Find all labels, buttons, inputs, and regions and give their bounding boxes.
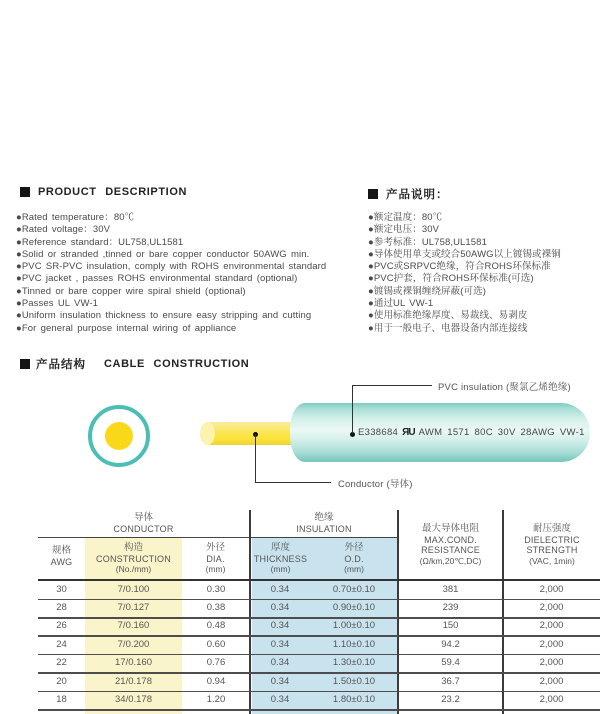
list-item: ●额定电压：30V: [368, 224, 440, 236]
header-zh: 规格: [51, 545, 71, 556]
conductor-label: Conductor (导体): [338, 479, 413, 490]
product-description-title-zh: 产品说明：: [386, 189, 449, 201]
square-bullet-icon: [20, 187, 30, 197]
column-header-od: [310, 543, 398, 574]
table-divider: [502, 510, 504, 714]
table-rule: [38, 672, 600, 674]
leader-line: [255, 434, 256, 482]
cell-dielectric: 2,000: [539, 657, 564, 669]
cell-dia: 0.38: [206, 602, 226, 614]
table-row: [38, 580, 600, 598]
table-rule: [38, 635, 600, 637]
cell-od: 1.80±0.10: [332, 694, 376, 706]
header-zh: 外径: [205, 542, 225, 553]
table-rule: [38, 654, 600, 656]
cell-od: 1.30±0.10: [332, 657, 376, 669]
cell-dia: 0.48: [206, 620, 226, 632]
header-en: THICKNESS: [253, 553, 308, 564]
cell-dielectric: 2,000: [539, 675, 564, 687]
list-item: ●PVC SR-PVC insulation, comply with ROHS environmental standard: [16, 261, 327, 273]
column-header-dielectric: [504, 524, 600, 566]
cell-construction: 34/0.178: [115, 694, 152, 706]
column-header-dia: [182, 543, 249, 574]
list-item: ●PVC或SRPVC绝缘，符合ROHS环保标准: [368, 261, 551, 273]
cable-print-left: E338684: [358, 427, 399, 438]
leader-line: [255, 482, 331, 483]
cell-resistance: 150: [442, 620, 459, 632]
cell-thickness: 0.34: [270, 638, 290, 650]
leader-line: [352, 385, 353, 434]
square-bullet-icon: [20, 359, 30, 369]
header-en: STRENGTH: [526, 545, 578, 555]
description-list-en: [16, 212, 326, 335]
list-item: ●Rated voltage：30V: [16, 224, 111, 236]
list-item: ●For general purpose internal wiring of appliance: [16, 322, 237, 334]
header-unit: (No./mm): [115, 564, 152, 574]
cell-thickness: 0.34: [270, 620, 290, 632]
table-row: [38, 598, 600, 616]
cable-print-right: AWM 1571 80C 30V 28AWG VW-1: [418, 427, 585, 438]
cable-construction-title-en: CABLE CONSTRUCTION: [104, 358, 250, 370]
table-rule: [251, 537, 397, 538]
list-item: ●Reference standard：UL758,UL1581: [16, 236, 184, 248]
header-zh: 外径: [344, 542, 364, 553]
list-item: ●导体使用单支或绞合50AWG以上镀锡或裸铜: [368, 248, 561, 260]
list-item: ●镀锡或裸铜缠绕屏蔽(可选): [368, 285, 486, 297]
list-item: ●PVC jacket , passes ROHS environmental standard (optional): [16, 273, 298, 285]
cell-resistance: 381: [442, 583, 459, 595]
table-row: [38, 654, 600, 672]
header-zh: 最大导体电阻: [421, 523, 479, 534]
cable-construction-title-zh: 产品结构: [36, 359, 86, 371]
cell-awg: 24: [56, 638, 67, 650]
header-en: RESISTANCE: [421, 545, 480, 555]
list-item: ●参考标准：UL758,UL1581: [368, 236, 487, 248]
cell-dia: 0.60: [206, 638, 226, 650]
cell-resistance: 94.2: [441, 638, 460, 650]
cable-print-text: [358, 403, 586, 462]
header-en: DIA.: [206, 553, 225, 564]
list-item: ●Rated temperature：80℃: [16, 212, 135, 223]
header-unit: (VAC, 1min): [529, 555, 575, 566]
cable-cross-section-conductor: [105, 422, 133, 450]
cable-conductor-end-cap: [200, 422, 215, 445]
header-en: AWG: [50, 556, 73, 567]
table-rule: [38, 691, 600, 693]
cell-dielectric: 2,000: [539, 620, 564, 632]
header-unit: (mm): [344, 564, 364, 574]
list-item: ●Uniform insulation thickness to ensure easy stripping and cutting: [16, 310, 312, 322]
group-header-en: CONDUCTOR: [113, 523, 174, 534]
table-rule: [38, 599, 600, 601]
cell-od: 1.10±0.10: [332, 638, 376, 650]
table-rule: [38, 579, 600, 581]
cell-od: 1.00±0.10: [332, 620, 376, 632]
leader-line: [352, 385, 432, 386]
cell-thickness: 0.34: [270, 675, 290, 687]
cell-thickness: 0.34: [270, 602, 290, 614]
cell-od: 0.70±0.10: [332, 583, 376, 595]
table-row: [38, 635, 600, 653]
cable-construction-heading: [20, 356, 249, 372]
table-divider: [397, 510, 399, 714]
cell-dielectric: 2,000: [539, 583, 564, 595]
group-header-en: INSULATION: [296, 523, 352, 534]
table-rule: [38, 537, 249, 538]
cell-construction: 7/0.100: [117, 583, 150, 595]
header-en: MAX.COND.: [424, 534, 477, 545]
cell-od: 0.90±0.10: [332, 602, 376, 614]
description-list-zh: [368, 212, 561, 335]
cell-awg: 30: [56, 583, 67, 595]
header-unit: (mm): [270, 564, 291, 574]
list-item: ●Solid or stranded ,tinned or bare copper conductor 50AWG min.: [16, 248, 310, 260]
cell-resistance: 36.7: [441, 675, 460, 687]
table-row: [38, 617, 600, 635]
list-item: ●Tinned or bare copper wire spiral shield (optional): [16, 285, 246, 297]
table-rule: [38, 617, 600, 619]
cell-construction: 7/0.160: [117, 620, 150, 632]
group-header-zh: 绝缘: [314, 512, 334, 523]
ul-recognized-mark-icon: ЯU: [402, 427, 415, 438]
table-rule: [38, 709, 600, 711]
header-unit: (Ω/km,20℃,DC): [419, 555, 482, 566]
header-en: O.D.: [344, 553, 364, 564]
cell-dielectric: 2,000: [539, 602, 564, 614]
cell-resistance: 23.2: [441, 694, 460, 706]
cell-resistance: 59.4: [441, 657, 460, 669]
square-bullet-icon: [368, 189, 378, 199]
header-zh: 厚度: [270, 542, 290, 553]
cell-construction: 7/0.200: [117, 638, 150, 650]
cell-construction: 7/0.127: [117, 602, 150, 614]
spec-table: [38, 510, 600, 714]
column-header-awg: [38, 546, 85, 567]
header-en: DIELECTRIC: [524, 534, 580, 545]
column-header-thickness: [251, 543, 310, 574]
list-item: ●额定温度：80℃: [368, 212, 443, 223]
cell-resistance: 239: [442, 602, 459, 614]
cell-awg: 26: [56, 620, 67, 632]
group-header-insulation: [251, 513, 397, 534]
cell-awg: 18: [56, 694, 67, 706]
insulation-label: PVC insulation (聚氯乙烯绝缘): [438, 382, 571, 393]
cell-construction: 17/0.160: [115, 657, 152, 669]
cell-od: 1.50±0.10: [332, 675, 376, 687]
list-item: ●Passes UL VW-1: [16, 298, 99, 310]
group-header-zh: 导体: [133, 512, 153, 523]
cell-thickness: 0.34: [270, 583, 290, 595]
group-header-conductor: [38, 513, 249, 534]
header-zh: 耐压强度: [532, 523, 571, 534]
cell-construction: 21/0.178: [115, 675, 152, 687]
column-header-construction: [85, 543, 182, 574]
cell-dia: 0.94: [206, 675, 226, 687]
table-row: [38, 690, 600, 708]
list-item: ●通过UL VW-1: [368, 298, 434, 310]
cell-dielectric: 2,000: [539, 694, 564, 706]
cell-awg: 20: [56, 675, 67, 687]
cell-dia: 0.76: [206, 657, 226, 669]
cell-dia: 1.20: [206, 694, 226, 706]
list-item: ●用于一般电子、电器设备内部连接线: [368, 322, 528, 334]
header-zh: 构造: [123, 542, 143, 553]
cell-dia: 0.30: [206, 583, 226, 595]
cell-thickness: 0.34: [270, 657, 290, 669]
table-divider: [249, 510, 251, 714]
cell-dielectric: 2,000: [539, 638, 564, 650]
product-description-title: PRODUCT DESCRIPTION: [38, 186, 188, 198]
column-header-resistance: [399, 524, 502, 566]
cell-thickness: 0.34: [270, 694, 290, 706]
table-row: [38, 672, 600, 690]
list-item: ●PVC护套，符合ROHS环保标准(可选): [368, 273, 534, 285]
product-description-heading-zh: [368, 186, 449, 202]
cell-awg: 28: [56, 602, 67, 614]
list-item: ●使用标准绝缘厚度、易裁线、易剥皮: [368, 310, 528, 322]
cell-awg: 22: [56, 657, 67, 669]
product-description-heading: [20, 186, 187, 198]
header-unit: (mm): [205, 564, 226, 574]
header-en: CONSTRUCTION: [96, 553, 171, 564]
